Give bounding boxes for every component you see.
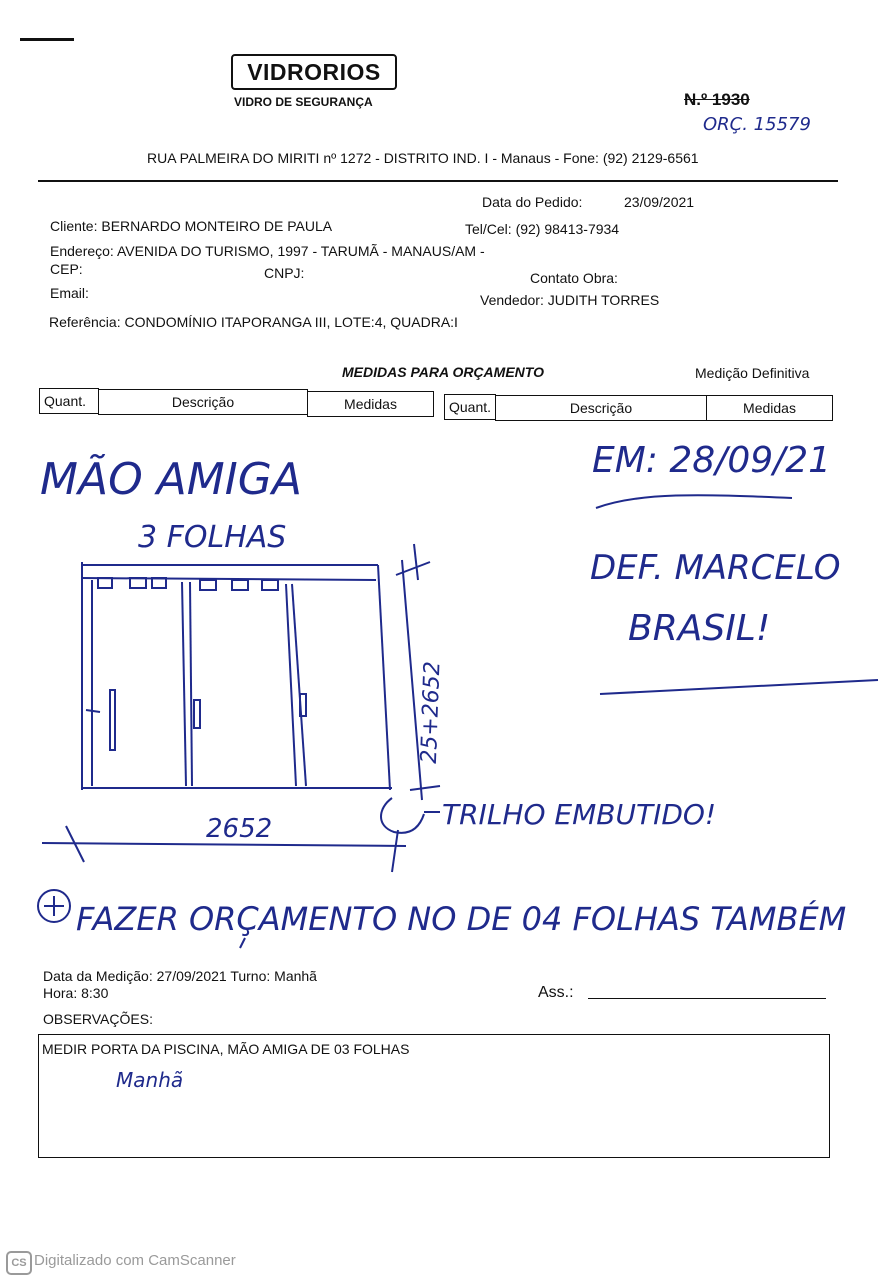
signature-line xyxy=(588,998,826,999)
dim-tick xyxy=(410,786,440,790)
camscanner-footer: Digitalizado com CamScanner xyxy=(34,1252,236,1269)
frame-right xyxy=(378,565,390,790)
dim-tick xyxy=(396,562,430,575)
form-number: N.º 1930 xyxy=(684,90,750,109)
reference-field: Referência: CONDOMÍNIO ITAPORANGA III, LOTE:4, QUADRA:I xyxy=(49,314,458,330)
signature-label: Ass.: xyxy=(538,984,574,1001)
order-date-label: Data do Pedido: xyxy=(482,194,583,210)
panel-edge xyxy=(182,582,186,786)
email-field: Email: xyxy=(50,285,89,301)
company-address: RUA PALMEIRA DO MIRITI nº 1272 - DISTRITO IND. I - Manaus - Fone: (92) 2129-6561 xyxy=(147,150,699,166)
hand-def2: BRASIL! xyxy=(628,608,771,649)
panel-edge xyxy=(190,582,192,786)
client-phone: Tel/Cel: (92) 98413-7934 xyxy=(465,221,620,237)
dim-tick xyxy=(392,830,398,872)
cnpj-field: CNPJ: xyxy=(264,265,305,281)
roller xyxy=(262,580,278,590)
dim-tick xyxy=(414,544,418,580)
lock-mark xyxy=(86,710,100,712)
measure-date: Data da Medição: 27/09/2021 Turno: Manhã xyxy=(43,968,317,984)
order-date-value: 23/09/2021 xyxy=(624,194,695,210)
measure-time: Hora: 8:30 xyxy=(43,985,109,1001)
hand-note: FAZER ORÇAMENTO NO DE 04 FOLHAS TAMBÉM xyxy=(76,900,847,938)
roller xyxy=(200,580,216,590)
measures-title: MEDIDAS PARA ORÇAMENTO xyxy=(342,364,544,380)
client-name: Cliente: BERNARDO MONTEIRO DE PAULA xyxy=(50,218,333,234)
col-descricao-1: Descrição xyxy=(98,389,308,415)
handle xyxy=(300,694,306,716)
observations-handwritten: Manhã xyxy=(116,1068,184,1092)
roller xyxy=(232,580,248,590)
observations-label: OBSERVAÇÕES: xyxy=(43,1011,153,1027)
hand-date: EM: 28/09/21 xyxy=(592,440,832,481)
col-medidas-2: Medidas xyxy=(706,395,833,421)
hand-width: 2652 xyxy=(206,814,273,844)
camscanner-icon: CS xyxy=(6,1251,32,1275)
roller xyxy=(130,578,146,588)
underline-swoosh xyxy=(596,495,792,508)
orc-handwritten: ORÇ. 15579 xyxy=(703,114,811,135)
col-descricao-2: Descrição xyxy=(495,395,707,421)
track-line xyxy=(82,578,376,580)
col-quant-2: Quant. xyxy=(444,394,496,420)
company-logo: VIDRORIOS xyxy=(231,54,397,90)
hand-product: MÃO AMIGA xyxy=(40,454,302,505)
cep-field: CEP: xyxy=(50,261,83,277)
stray-tick xyxy=(240,938,245,948)
company-tagline: VIDRO DE SEGURANÇA xyxy=(234,95,373,109)
client-address: Endereço: AVENIDA DO TURISMO, 1997 - TARUMÃ - MANAUS/AM - xyxy=(50,243,485,259)
handle xyxy=(194,700,200,728)
handle xyxy=(110,690,115,750)
roller xyxy=(98,578,112,588)
col-quant-1: Quant. xyxy=(39,388,99,414)
rail-callout xyxy=(381,798,424,833)
hand-leaves: 3 FOLHAS xyxy=(138,520,287,555)
hand-def: DEF. MARCELO xyxy=(590,548,841,588)
contact-field: Contato Obra: xyxy=(530,270,618,286)
col-medidas-1: Medidas xyxy=(307,391,434,417)
separator-line xyxy=(600,680,878,694)
measures-type: Medição Definitiva xyxy=(695,365,810,381)
hand-rail: TRILHO EMBUTIDO! xyxy=(442,798,717,831)
seller-field: Vendedor: JUDITH TORRES xyxy=(480,292,660,308)
hand-height: 25+2652 xyxy=(416,660,446,765)
observations-text: MEDIR PORTA DA PISCINA, MÃO AMIGA DE 03 FOLHAS xyxy=(42,1041,410,1057)
